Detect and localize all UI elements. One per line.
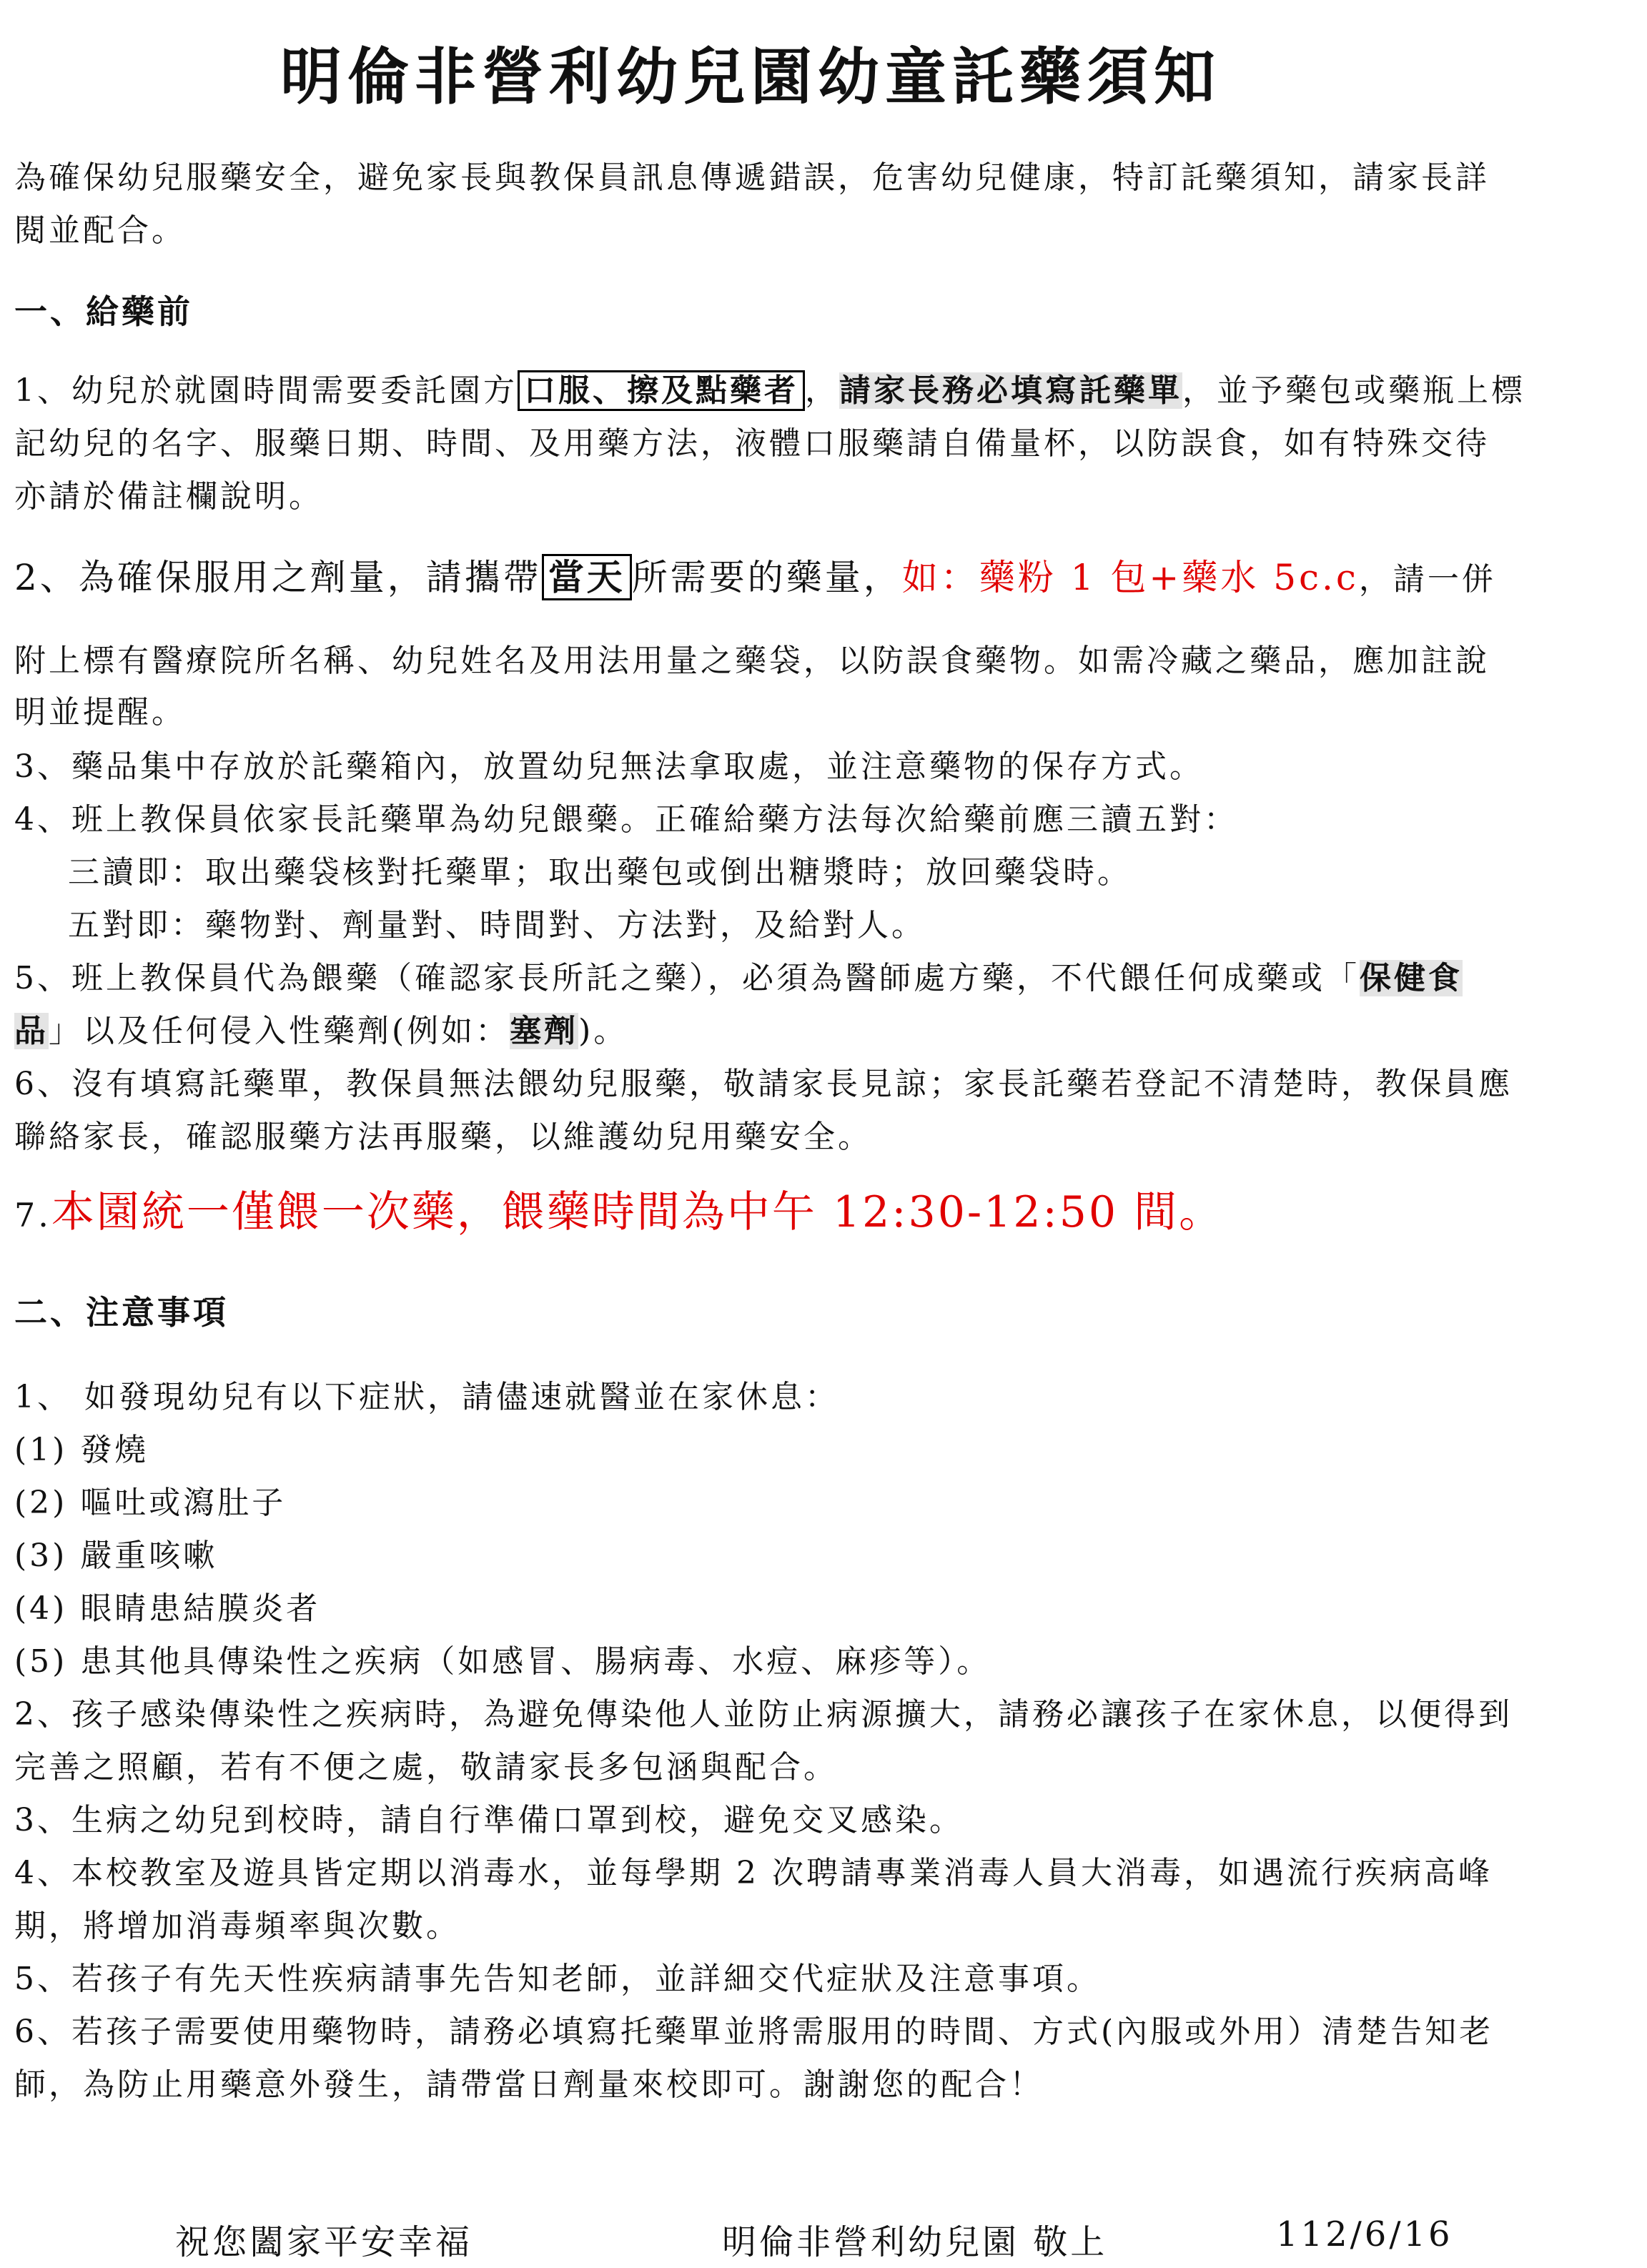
s2-item4-line2: 期，將增加消毒頻率與次數。: [14, 1908, 460, 1944]
s1-item1-line1: [14, 365, 1525, 410]
s1-item1-line3: 亦請於備註欄說明。: [14, 478, 323, 515]
s1-item3: 3、藥品集中存放於託藥箱內，放置幼兒無法拿取處，並注意藥物的保存方式。: [14, 748, 1204, 785]
s1-item5-post: )。: [578, 1013, 628, 1049]
s2-item4-line1: 4、本校教室及遊具皆定期以消毒水，並每學期 2 次聘請專業消毒人員大消毒，如遇流行疾病高峰: [14, 1855, 1493, 1891]
symptom-item: (5) 患其他具傳染性之疾病（如感冒、腸病毒、水痘、麻疹等）。: [14, 1643, 991, 1680]
s2-item6-line2: 師，為防止用藥意外發生，請帶當日劑量來校即可。謝謝您的配合！: [14, 2066, 1044, 2103]
section-heading-before-medication: 一、給藥前: [14, 292, 193, 331]
s1-item2-line3: 明並提醒。: [14, 694, 186, 731]
s1-item1-post: ，並予藥包或藥瓶上標: [1182, 372, 1525, 409]
s1-item2-line1: [14, 549, 1496, 600]
s1-item2-boxed-text: 當天: [542, 554, 632, 600]
symptom-item: (4) 眼睛患結膜炎者: [14, 1590, 321, 1627]
intro-line-1: 為確保幼兒服藥安全，避免家長與教保員訊息傳遞錯誤，危害幼兒健康，特訂託藥須知，請家長詳: [14, 159, 1490, 196]
symptom-item: (1) 發燒: [14, 1432, 149, 1468]
s2-item2-line1: 2、孩子感染傳染性之疾病時，為避免傳染他人並防止病源擴大，請務必讓孩子在家休息，以便得到: [14, 1696, 1513, 1733]
s1-item2-red-text: 如：藥粉 1 包+藥水 5c.c: [901, 557, 1359, 598]
s1-item1-line2: 記幼兒的名字、服藥日期、時間、及用藥方法，液體口服藥請自備量杯，以防誤食，如有特殊交待: [14, 425, 1490, 462]
s2-item6-line1: 6、若孩子需要使用藥物時，請務必填寫托藥單並將需服用的時間、方式(內服或外用）清楚告知老: [14, 2014, 1494, 2050]
s1-item5-line1: [14, 952, 1463, 998]
s1-item5-mid: 」以及任何侵入性藥劑(例如：: [49, 1013, 510, 1049]
page-title: 明倫非營利幼兒園幼童託藥須知: [280, 41, 1221, 113]
s1-item2-pre: 2、為確保服用之劑量，請攜帶: [14, 557, 542, 598]
s1-item1-comma: ，: [805, 372, 839, 409]
s1-item2-line2: 附上標有醫療院所名稱、幼兒姓名及用法用量之藥袋，以防誤食藥物。如需冷藏之藥品，應加註說: [14, 643, 1490, 679]
s1-item5-shaded-product: 品: [14, 1013, 49, 1049]
s1-item5-line2: [14, 1005, 628, 1051]
s1-item1-boxed-text: 口服、擦及點藥者: [518, 370, 805, 411]
s1-item7: [14, 1178, 1224, 1239]
s1-item6-line1: 6、沒有填寫託藥單，教保員無法餵幼兒服藥，敬請家長見諒；家長託藥若登記不清楚時，教保員應: [14, 1066, 1513, 1102]
s1-item1-pre: 1、幼兒於就園時間需要委託園方: [14, 372, 518, 409]
s1-item7-red-text: 本園統一僅餵一次藥，餵藥時間為中午 12:30-12:50 間。: [51, 1187, 1225, 1237]
intro-line-2: 閱並配合。: [14, 212, 186, 249]
s1-item5-shaded-health-food: 保健食: [1360, 960, 1463, 996]
s2-item3: 3、生病之幼兒到校時，請自行準備口罩到校，避免交叉感染。: [14, 1802, 964, 1838]
s2-item1: 1、 如發現幼兒有以下症狀，請儘速就醫並在家休息：: [14, 1379, 839, 1415]
footer-greeting: 祝您闔家平安幸福: [175, 2222, 473, 2262]
symptom-item: (3) 嚴重咳嗽: [14, 1537, 218, 1574]
s1-item4-sub2: 五對即：藥物對、劑量對、時間對、方法對，及給對人。: [68, 907, 926, 944]
s1-item5-shaded-suppository: 塞劑: [510, 1013, 579, 1049]
s1-item4-sub1: 三讀即：取出藥袋核對托藥單；取出藥包或倒出糖漿時；放回藥袋時。: [68, 854, 1132, 891]
s1-item2-mid: 所需要的藥量，: [631, 557, 902, 598]
s1-item2-post: ，請一併: [1358, 561, 1496, 598]
footer-date: 112/6/16: [1276, 2214, 1453, 2254]
footer-sender: 明倫非營利幼兒園 敬上: [722, 2222, 1108, 2262]
s1-item4-line1: 4、班上教保員依家長託藥單為幼兒餵藥。正確給藥方法每次給藥前應三讀五對：: [14, 801, 1238, 838]
s1-item7-number: 7.: [14, 1196, 51, 1234]
section-heading-notes: 二、注意事項: [14, 1293, 229, 1332]
s1-item1-shaded-text: 請家長務必填寫託藥單: [839, 372, 1182, 409]
s2-item2-line2: 完善之照顧，若有不便之處，敬請家長多包涵與配合。: [14, 1749, 838, 1786]
symptom-item: (2) 嘔吐或瀉肚子: [14, 1485, 287, 1521]
s1-item5-pre: 5、班上教保員代為餵藥（確認家長所託之藥），必須為醫師處方藥，不代餵任何成藥或「: [14, 960, 1360, 996]
s2-item5: 5、若孩子有先天性疾病請事先告知老師，並詳細交代症狀及注意事項。: [14, 1961, 1101, 1997]
s1-item6-line2: 聯絡家長，確認服藥方法再服藥，以維護幼兒用藥安全。: [14, 1119, 872, 1155]
